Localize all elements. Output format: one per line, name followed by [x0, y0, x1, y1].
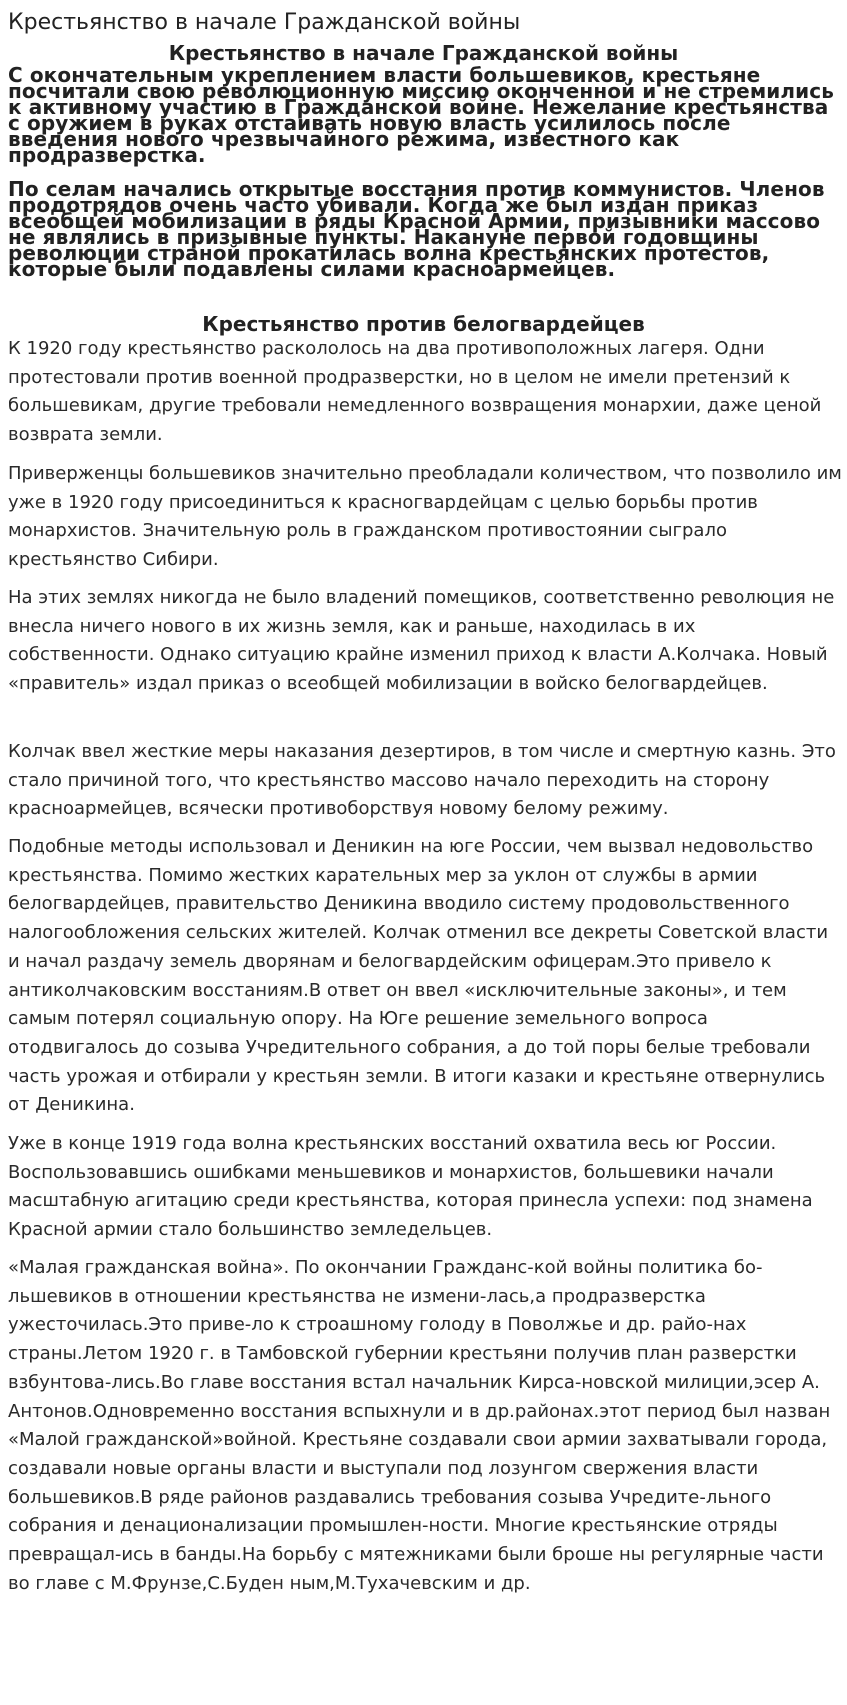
- paragraph-2: Приверженцы большевиков значительно преобладали количеством, что позволило им уже в 1920 году присоединиться к красногвардейцам с целью борьбы против монархистов. Значительную роль в гражданском противостоянии сыграло крестьянство Сибири.: [8, 463, 842, 571]
- paragraph-7: «Малая гражданская война». По окончании Гражданс-кой войны политика бо-льшевиков в отношении крестьянства не измени-лась,а продразверстка ужесточилась.Это приве-ло к строашному голоду в Поволжье и др. райо-нах страны.Летом 1920 г. в Тамбовской губернии крестьяни получив план разверстки взбунтова-лись.Во главе восстания встал начальник Кирса-новской милиции,эсер А. Антонов.Одновременно восстания вспыхнули и в др.районах.этот период был назван «Малой гражданской»войной. Крестьяне создавали свои армии захватывали города, создавали новые органы власти и выступали под лозунгом свержения власти большевиков.В ряде районов раздавались требования созыва Учредите-льного собрания и денационализации промышлен-ности. Многие крестьянские отряды превращал-ись в банды.На борьбу с мятежниками были броше ны регулярные части во главе с М.Фрунзе,С.Буден ным,М.Тухачевским и др.: [8, 1257, 831, 1594]
- paragraph-5: Подобные методы использовал и Деникин на юге России, чем вызвал недовольство крестьянства. Помимо жестких карательных мер за уклон от службы в армии белогвардейцев, правительство Деникина вводило систему продовольственного налогообложения сельских жителей. Колчак отменил все декреты Советской власти и начал раздачу земель дворянам и белогвардейским офицерам.Это привело к антиколчаковским восстаниям.В ответ он ввел «исключительные законы», и тем самым потерял социальную опору. На Юге решение земельного вопроса отодвигалось до созыва Учредительного собрания, а до той поры белые требовали часть урожая и отбирали у крестьян земли. В итоги казаки и крестьяне отвернулись от Деникина.: [8, 836, 829, 1116]
- paragraph-6: Уже в конце 1919 года волна крестьянских восстаний охватила весь юг России. Воспользовавшись ошибками меньшевиков и монархистов, большевики начали масштабную агитацию среди крестьянства, которая принесла успехи: под знамена Красной армии стало большинство земледельцев.: [8, 1133, 813, 1241]
- paragraph-4: Колчак ввел жесткие меры наказания дезертиров, в том числе и смертную казнь. Это стало причиной того, что крестьянство массово начало переходить на сторону красноармейцев, всячески противоборствуя новому белому режиму.: [8, 741, 836, 820]
- paragraph-1: К 1920 году крестьянство раскололось на два противоположных лагеря. Одни протестовали против военной продразверстки, но в целом не имели претензий к большевикам, другие требовали немедленного возвращения монархии, даже ценой возврата земли.: [8, 338, 822, 446]
- section-heading-vs-whites: Крестьянство против белогвардейцев: [202, 312, 645, 336]
- paragraph-3: На этих землях никогда не было владений помещиков, соответственно революция не внесла ничего нового в их жизнь земля, как и раньше, находилась в их собственности. Однако ситуацию крайне изменил приход к власти А.Колчака. Новый «правитель» издал приказ о всеобщей мобилизации в войско белогвардейцев.: [8, 587, 835, 695]
- bold-paragraph-1: С окончательным укреплением власти большевиков, крестьяне посчитали свою революционную миссию оконченной и не стремились к активному участию в Гражданской войне. Нежелание крестьянства с оружием в руках отстаивать новую власть усилилось после введения нового чрезвычайного режима, известного как продразверстка.: [8, 63, 834, 167]
- bold-paragraph-2: По селам начались открытые восстания против коммунистов. Членов продотрядов очень часто убивали. Когда же был издан приказ всеобщей мобилизации в ряды Красной Армии, призывники массово не являлись в призывные пункты. Накануне первой годовщины революции страной прокатилась волна крестьянских протестов, которые были подавлены силами красноармейцев.: [8, 177, 825, 281]
- section-heading-early-war: Крестьянство в начале Гражданской войны: [168, 41, 679, 65]
- document-title: Крестьянство в начале Гражданской войны: [8, 10, 521, 35]
